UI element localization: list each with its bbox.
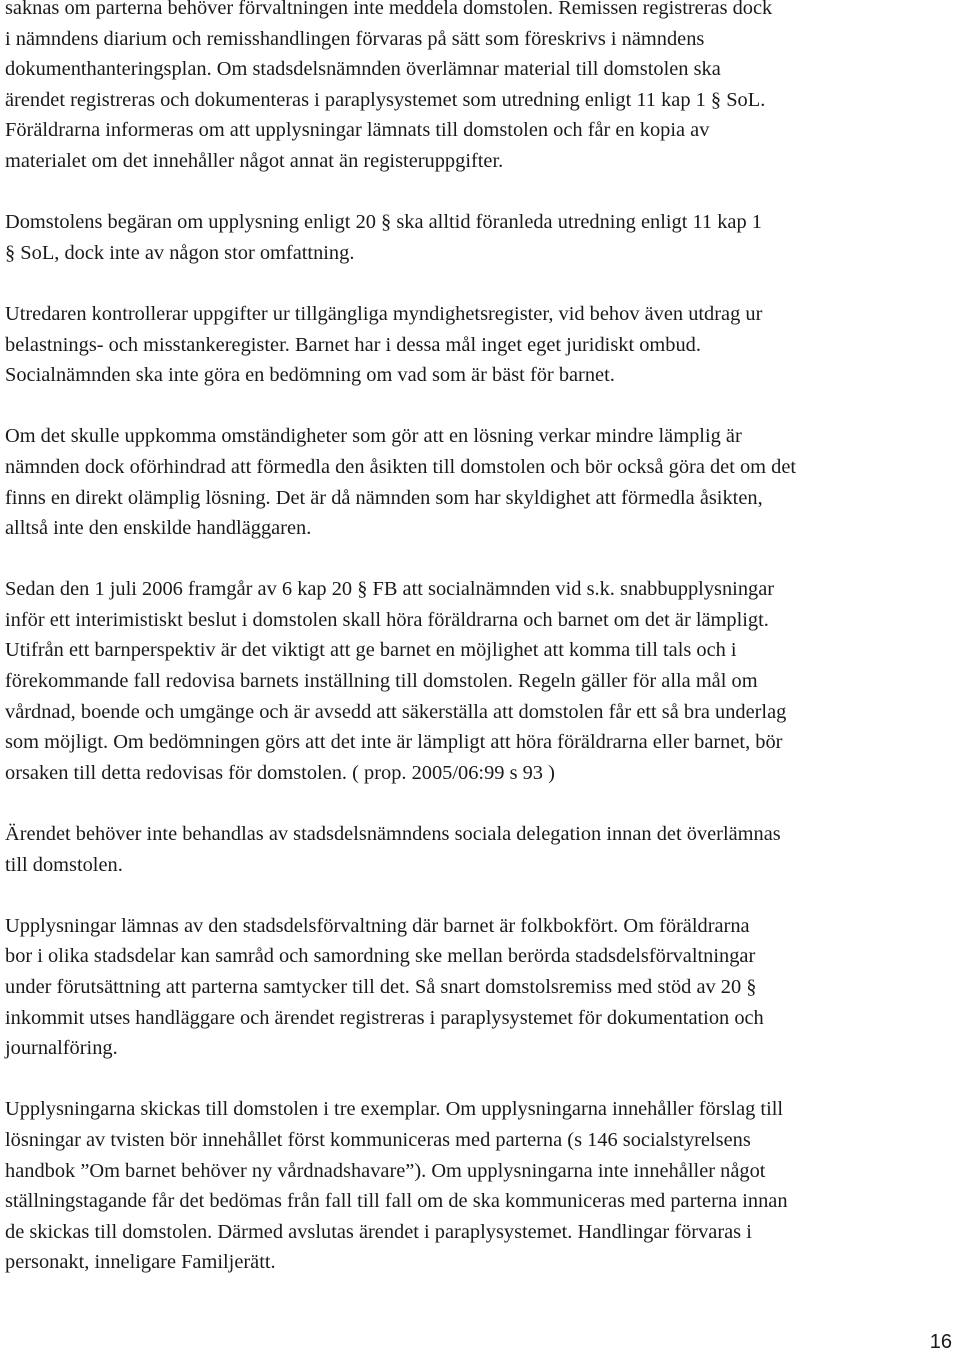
text-line: Upplysningar lämnas av den stadsdelsförvaltning där barnet är folkbokfört. Om föräldrarna — [5, 914, 750, 937]
paragraph-omstandigheter — [5, 421, 951, 543]
text-line: Om det skulle uppkomma omständigheter som gör att en lösning verkar mindre lämplig är — [5, 425, 742, 448]
text-line: Domstolens begäran om upplysning enligt 20 § ska alltid föranleda utredning enligt 11 kap 1 — [5, 211, 762, 234]
text-line: ställningstagande får det bedömas från fall till fall om de ska kommuniceras med parterna innan — [5, 1190, 788, 1213]
text-line: till domstolen. — [5, 853, 123, 876]
text-line: personakt, inneligare Familjerätt. — [5, 1251, 276, 1274]
paragraph-snabbupplysningar — [5, 574, 951, 788]
text-line: som möjligt. Om bedömningen görs att det inte är lämpligt att höra föräldrarna eller barnet, bör — [5, 731, 783, 754]
text-line: Sedan den 1 juli 2006 framgår av 6 kap 20 § FB att socialnämnden vid s.k. snabbupplysningar — [5, 578, 775, 601]
text-line: de skickas till domstolen. Därmed avslutas ärendet i paraplysystemet. Handlingar förvaras i — [5, 1220, 752, 1243]
text-line: Utifrån ett barnperspektiv är det viktigt att ge barnet en möjlighet att komma till tals och i — [5, 639, 737, 662]
paragraph-spacer — [5, 880, 951, 911]
text-line: Ärendet behöver inte behandlas av stadsdelsnämndens sociala delegation innan det överlämnas — [5, 823, 781, 846]
paragraph-utredaren — [5, 299, 951, 391]
paragraph-spacer — [5, 177, 951, 208]
text-line: materialet om det innehåller något annat än registeruppgifter. — [5, 149, 504, 172]
paragraph-delegation — [5, 819, 951, 880]
paragraph-upplysningar-lamnas — [5, 911, 951, 1064]
paragraph-spacer — [5, 788, 951, 819]
text-line: dokumenthanteringsplan. Om stadsdelsnämnden överlämnar material till domstolen ska — [5, 58, 721, 81]
text-line: saknas om parterna behöver förvaltningen inte meddela domstolen. Remissen registreras dock — [5, 0, 773, 19]
text-line: förekommande fall redovisa barnets inställning till domstolen. Regeln gäller för alla mål om — [5, 670, 758, 693]
paragraph-upplysningarna-skickas — [5, 1094, 951, 1278]
paragraph-spacer — [5, 544, 951, 575]
text-line: handbok ”Om barnet behöver ny vårdnadshavare”). Om upplysningarna inte innehåller något — [5, 1159, 766, 1182]
text-line: lösningar av tvisten bör innehållet först kommuniceras med parterna (s 146 socialstyrelsens — [5, 1128, 751, 1151]
text-line: orsaken till detta redovisas för domstolen. ( prop. 2005/06:99 s 93 ) — [5, 761, 555, 784]
text-line: nämnden dock oförhindrad att förmedla den åsikten till domstolen och bör också göra det om det — [5, 455, 797, 478]
text-line: inför ett interimistiskt beslut i domstolen skall höra föräldrarna och barnet om det är lämpligt. — [5, 608, 769, 631]
text-line: bor i olika stadsdelar kan samråd och samordning ske mellan berörda stadsdelsförvaltningar — [5, 945, 756, 968]
paragraph-spacer — [5, 391, 951, 422]
text-line: under förutsättning att parterna samtycker till det. Så snart domstolsremiss med stöd av 20 § — [5, 976, 757, 998]
text-line: finns en direkt olämplig lösning. Det är då nämnden som har skyldighet att förmedla åsikten, — [5, 486, 763, 509]
text-line: Upplysningarna skickas till domstolen i tre exemplar. Om upplysningarna innehåller förslag till — [5, 1098, 784, 1121]
text-line: journalföring. — [5, 1037, 118, 1060]
paragraph-domstolens-begaran — [5, 207, 951, 268]
text-line: Socialnämnden ska inte göra en bedömning om vad som är bäst för barnet. — [5, 364, 615, 387]
text-line: vårdnad, boende och umgänge och är avsedd att säkerställa att domstolen får ett så bra underlag — [5, 700, 787, 723]
paragraph-spacer — [5, 268, 951, 299]
text-line: Föräldrarna informeras om att upplysningar lämnats till domstolen och får en kopia av — [5, 119, 710, 142]
paragraph-remiss-registration — [5, 0, 951, 177]
document-page — [5, 0, 951, 1278]
paragraph-spacer — [5, 1064, 951, 1095]
text-line: belastnings- och misstankeregister. Barnet har i dessa mål inget eget juridiskt ombud. — [5, 333, 701, 356]
text-line: ärendet registreras och dokumenteras i paraplysystemet som utredning enligt 11 kap 1 § SoL. — [5, 88, 766, 111]
text-line: alltså inte den enskilde handläggaren. — [5, 517, 312, 540]
text-line: inkommit utses handläggare och ärendet registreras i paraplysystemet för dokumentation och — [5, 1006, 764, 1029]
text-line: Utredaren kontrollerar uppgifter ur tillgängliga myndighetsregister, vid behov även utdrag ur — [5, 302, 763, 325]
text-line: § SoL, dock inte av någon stor omfattning. — [5, 241, 355, 264]
text-line: i nämndens diarium och remisshandlingen förvaras på sätt som föreskrivs i nämndens — [5, 27, 705, 50]
page-number: 16 — [929, 1331, 952, 1353]
